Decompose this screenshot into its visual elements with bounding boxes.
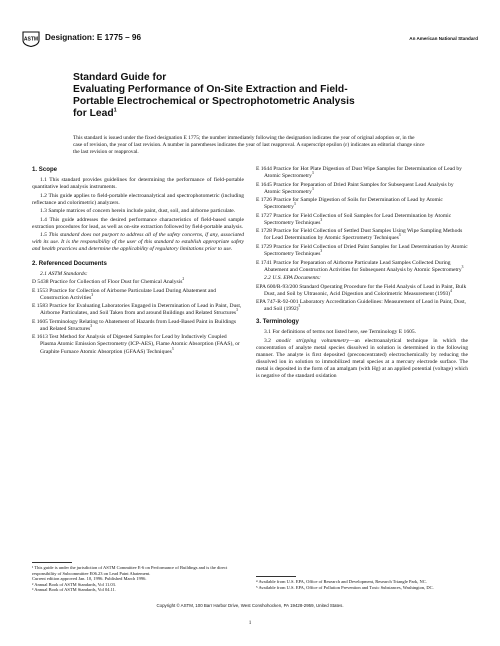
- reference-item: [256, 213, 468, 227]
- reference-footnote-mark: 3: [171, 346, 174, 351]
- referenced-heading: 2. Referenced Documents: [32, 259, 107, 267]
- footnote-1: ¹ This guide is under the jurisdiction of ASTM Committee E-6 on Performance of Buildings and is the direct responsibility of Subcommittee E06.23 on Lead Paint Abatement.: [32, 565, 228, 576]
- reference-footnote-mark: 3: [461, 264, 464, 269]
- reference-text: E 1605 Terminology Relating to Abatement of Hazards from Lead-Based Paint in Buildings and Related Structures: [32, 318, 237, 332]
- reference-footnote-mark: 3: [90, 324, 93, 329]
- footnote-4: ⁴ Available from U.S. EPA, Office of Research and Development, Research Triangle Park, NC.: [256, 579, 427, 584]
- reference-item: [32, 303, 244, 317]
- reference-text: E 1726 Practice for Sample Digestion of Soils for Determination of Lead by Atomic Spectrometry: [256, 197, 443, 211]
- reference-item: [256, 260, 468, 274]
- terminology-3-2-number: 3.2: [264, 337, 277, 344]
- astm-logo: [22, 31, 40, 47]
- reference-text: E 1583 Practice for Evaluating Laboratories Engaged in Determination of Lead in Paint, Dust, Airborne Particulates, and Soil Taken from and around Buildings and Related Structures: [32, 303, 242, 317]
- reference-text: E 1644 Practice for Hot Plate Digestion of Dust Wipe Samples for Determination of Lead by Atomic Spectrometry: [256, 166, 462, 180]
- reference-footnote-mark: 4: [450, 288, 452, 293]
- reference-item: [256, 299, 468, 313]
- reference-footnote-mark: 2: [182, 277, 185, 282]
- title-line-4: [73, 108, 425, 120]
- footnotes-left: [32, 565, 244, 593]
- reference-item: [256, 284, 468, 298]
- reference-item: [256, 244, 468, 258]
- astm-standards-subheading: 2.1 ASTM Standards:: [40, 270, 88, 277]
- astm-reference-list: [32, 279, 244, 355]
- reference-footnote-mark: 3: [293, 202, 296, 207]
- copyright-footer: Copyright © ASTM, 100 Barr Harbor Drive, West Conshohocken, PA 19428-2959, United States.: [156, 603, 344, 608]
- document-title: [73, 72, 425, 120]
- reference-text: E 1553 Practice for Collection of Airborne Particulate Lead During Abatement and Construction Activities: [32, 287, 217, 301]
- footnote-divider: [32, 562, 72, 563]
- reference-text: D 5438 Practice for Collection of Floor Dust for Chemical Analysis: [32, 279, 183, 286]
- designation-note: This standard is issued under the fixed designation E 1775; the number immediately following the designation indicates the year of original adoption or, in the case of revision, the year of last revision. A number in parentheses indicates the year of last reapproval. A superscript epsilon (ε) indicates an editorial change since the last revision or reapproval.: [73, 135, 425, 155]
- reference-text: E 1645 Practice for Preparation of Dried Paint Samples for Subsequent Lead Analysis by Atomic Spectrometry: [256, 181, 454, 195]
- title-line-4-text: for Lead: [73, 108, 114, 119]
- reference-text: EPA 747-R-92-001 Laboratory Accreditation Guidelines: Measurement of Lead in Paint, Dust, and Soil (1992): [256, 299, 466, 313]
- reference-text: E 1729 Practice for Field Collection of Dried Paint Samples for Lead Determination by Atomic Spectrometry Techniques: [256, 243, 468, 258]
- astm-reference-list-continued: [256, 166, 468, 274]
- reference-footnote-mark: 3: [91, 292, 94, 297]
- reference-footnote-mark: 3: [236, 308, 238, 313]
- reference-footnote-mark: 5: [298, 304, 301, 309]
- reference-item: [32, 334, 244, 355]
- page-number: 1: [248, 620, 252, 626]
- footnote-5: ⁵ Available from U.S. EPA, Office of Pollution Prevention and Toxic Substances, Washington, DC.: [256, 584, 434, 590]
- designation: Designation: E 1775 – 96: [45, 33, 142, 42]
- reference-item: [256, 228, 468, 242]
- reference-text: E 1613 Test Method for Analysis of Digested Samples for Lead by Inductively Coupled Plasma Atomic Emission Spectrometry (ICP-AES), Flame Atomic Absorption (FAAS), or Graphite Furnace Atomic Absorption (GFAAS) Techniques: [32, 334, 240, 355]
- scope-1-4: 1.4 This guide addresses the desired performance characteristics of field-based sample extraction procedures for lead, as well as on-site extraction followed by field-portable analysis.: [32, 216, 244, 230]
- reference-item: [32, 319, 244, 333]
- scope-heading: 1. Scope: [32, 166, 58, 173]
- reference-text: E 1728 Practice for Field Collection of Settled Dust Samples Using Wipe Sampling Methods for Lead Determination by Atomic Spectrometry Techniques: [256, 228, 463, 242]
- terminology-3-2-text: —an electroanalytical technique in which the concentration of analyte metal species dissolved in solution is determined in the following manner. The analyte is first deposited (preconcentrated) electrochemically by reducing the dissolved ion in solution to immobilized metal species at a mercury electrode surface. The metal is deposited in the form of an amalgam (with Hg) at an applied potential (voltage) which is negative of the standard oxidation: [256, 337, 468, 380]
- scope-1-3: 1.3 Sample matrices of concern herein include paint, dust, soil, and airborne particulate.: [40, 208, 236, 215]
- reference-item: [256, 197, 468, 211]
- right-column: [256, 166, 468, 382]
- reference-text: EPA 600/R-93/200 Standard Operating Procedure for the Field Analysis of Lead in Paint, Bulk Dust, and Soil by Ultrasonic, Acid Digestion and Colorimetric Measurement (1993): [256, 283, 467, 297]
- reference-item: [32, 279, 244, 286]
- reference-item: [256, 166, 468, 180]
- terminology-3-2: [256, 338, 468, 380]
- title-footnote-mark: 1: [113, 107, 117, 114]
- footnote-2: ² Annual Book of ASTM Standards, Vol 11.03.: [32, 581, 117, 587]
- footnote-3: ³ Annual Book of ASTM Standards, Vol 04.11.: [32, 587, 117, 593]
- title-line-3: Portable Electrochemical or Spectrophotometric Analysis: [73, 96, 355, 107]
- reference-item: [32, 288, 244, 302]
- terminology-3-1: 3.1 For definitions of terms not listed here, see Terminology E 1605.: [264, 329, 417, 336]
- scope-1-1: 1.1 This standard provides guidelines for determining the performance of field-portable quantitative lead analysis instruments.: [32, 177, 244, 191]
- footnotes-right: [256, 579, 468, 590]
- logo-text: ASTM: [23, 36, 39, 43]
- national-standard-note: An American National Standard: [409, 36, 478, 41]
- reference-footnote-mark: 3: [398, 233, 401, 238]
- title-line-2: Evaluating Performance of On-Site Extraction and Field-: [73, 84, 348, 95]
- reference-footnote-mark: 3: [311, 171, 314, 176]
- left-column: [32, 166, 244, 357]
- reference-text: E 1741 Practice for Preparation of Airborne Particulate Lead Samples Collected During Abatement and Construction Activities for Subsequent Analysis by Atomic Spectrometry: [256, 259, 462, 273]
- reference-footnote-mark: 3: [320, 249, 323, 254]
- footnote-divider: [256, 576, 296, 577]
- epa-reference-list: [256, 284, 468, 314]
- footnote-approval: Current edition approved Jan. 10, 1996. Published March 1996.: [32, 576, 147, 582]
- title-line-1: Standard Guide for: [73, 72, 167, 83]
- reference-footnote-mark: 3: [311, 186, 314, 191]
- scope-1-2: 1.2 This guide applies to field-portable electroanalytical and spectrophotometric (including reflectance and colorimetric) analyzers.: [32, 192, 244, 206]
- reference-item: [256, 182, 468, 196]
- terminology-heading: 3. Terminology: [256, 318, 299, 326]
- scope-1-5: 1.5 This standard does not purport to address all of the safety concerns, if any, associated with its use. It is the responsibility of the user of this standard to establish appropriate safety and health practices and determine the applicability of regulatory limitations prior to use.: [32, 232, 244, 253]
- reference-text: E 1727 Practice for Field Collection of Soil Samples for Lead Determination by Atomic Spectrometry Techniques: [256, 212, 452, 226]
- epa-documents-subheading: 2.2 U.S. EPA Documents:: [264, 275, 321, 282]
- terminology-3-2-term: anodic stripping voltammetry: [276, 337, 350, 344]
- reference-footnote-mark: 3: [320, 217, 323, 222]
